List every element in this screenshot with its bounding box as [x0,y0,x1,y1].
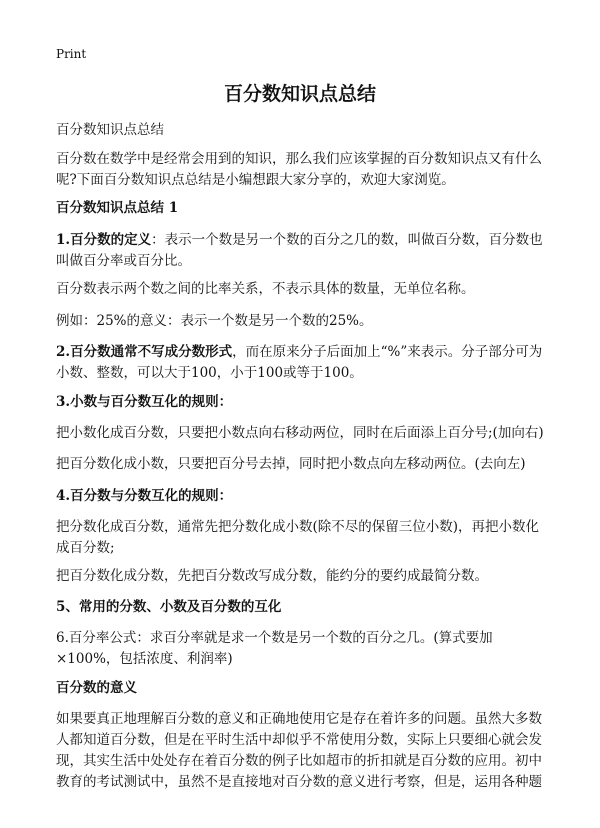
example-paragraph: 例如：25%的意义：表示一个数是另一个数的25%。 [56,313,373,329]
definition-text: ：表示一个数是另一个数的百分之几的数，叫做百分数，百分数也叫做百分率或百分比。 [56,232,543,269]
item4-rule2: 把百分数化成分数，先把百分数改写成分数，能约分的要约成最简分数。 [56,568,488,584]
item2-paragraph [56,342,552,384]
item2-label: 2.百分数通常不写成分数形式 [56,344,233,360]
item3-rule2: 把百分数化成小数，只要把百分号去掉，同时把小数点向左移动两位。(去向左) [56,456,526,472]
section-heading: 百分数知识点总结 1 [56,200,179,216]
intro-paragraph: 百分数在数学中是经常会用到的知识，那么我们应该掌握的百分数知识点又有什么呢?下面百分数知识点总结是小编想跟大家分享的，欢迎大家浏览。 [56,151,542,188]
meaning-heading: 百分数的意义 [56,680,137,696]
print-label: Print [56,47,87,61]
item6-paragraph: 6.百分率公式：求百分率就是求一个数是另一个数的百分之几。(算式要加×100%，包括浓度、利润率) [56,630,493,667]
definition-paragraph [56,230,552,272]
definition-label: 1.百分数的定义 [56,232,152,248]
ratio-paragraph: 百分数表示两个数之间的比率关系，不表示具体的数量，无单位名称。 [56,281,475,297]
item3-rule1: 把小数化成百分数，只要把小数点向右移动两位，同时在后面添上百分号;(加向右) [56,425,544,441]
item3-heading: 3.小数与百分数互化的规则： [56,394,233,410]
item2-text: ，而在原来分子后面加上“%”来表示。分子部分可为小数、整数，可以大于100，小于100或等于100。 [56,344,543,381]
page-title: 百分数知识点总结 [223,83,376,105]
item4-heading: 4.百分数与分数互化的规则： [56,488,233,504]
meaning-paragraph: 如果要真正地理解百分数的意义和正确地使用它是存在着许多的问题。虽然大多数人都知道百分数，但是在平时生活中却似乎不常使用分数，实际上只要细心就会发现，其实生活中处处存在着百分数的例子比如超市的折扣就是百分数的应用。初中教育的考试测试中，虽然不是直接地对百分数的意义进行考察，但是，运用各种题 [56,711,542,790]
item4-rule1: 把分数化成百分数，通常先把分数化成小数(除不尽的保留三位小数)，再把小数化成百分数; [56,519,540,556]
item5-heading: 5、常用的分数、小数及百分数的互化 [56,599,282,615]
article-subtitle: 百分数知识点总结 [56,122,164,138]
